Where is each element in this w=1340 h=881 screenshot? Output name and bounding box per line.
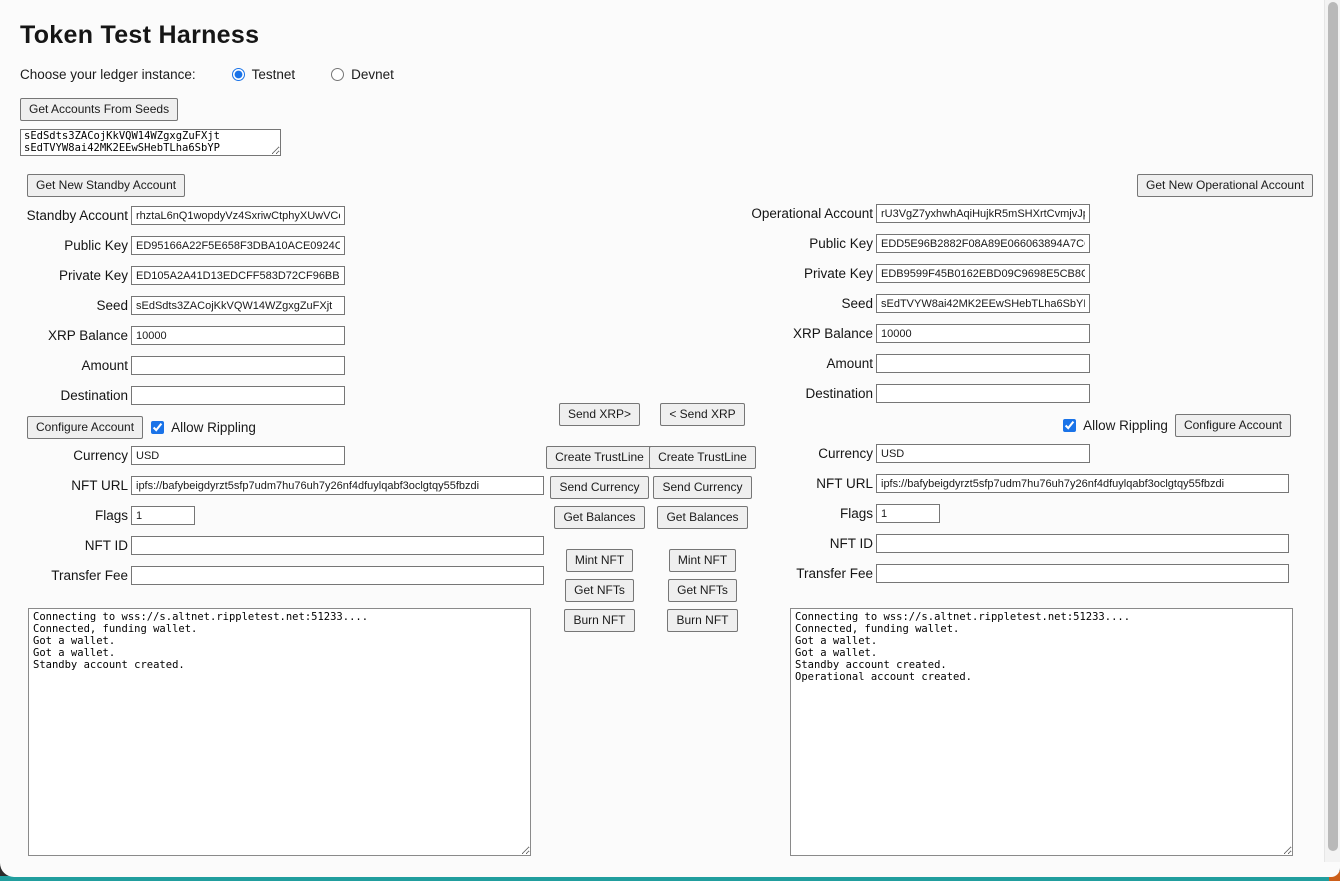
operational-flags-row	[690, 504, 1291, 523]
testnet-radio-label: Testnet	[251, 67, 296, 82]
standby-nft-id-input[interactable]	[131, 536, 544, 555]
standby-flags-input[interactable]	[131, 506, 195, 525]
operational-nft-id-label: NFT ID	[829, 536, 873, 551]
operational-mint-nft-button[interactable]: Mint NFT	[669, 549, 736, 572]
testnet-radio[interactable]	[232, 68, 245, 81]
standby-transfer-fee-row	[0, 566, 560, 585]
standby-destination-label: Destination	[60, 388, 128, 403]
operational-seed-label: Seed	[841, 296, 873, 311]
operational-nft-url-input[interactable]	[876, 474, 1289, 493]
standby-get-nfts-button[interactable]: Get NFTs	[565, 579, 634, 602]
operational-transfer-fee-label: Transfer Fee	[796, 566, 873, 581]
operational-burn-nft-button[interactable]: Burn NFT	[667, 609, 737, 632]
standby-configure-row	[27, 416, 560, 438]
standby-transfer-fee-label: Transfer Fee	[51, 568, 128, 583]
ledger-instance-row	[20, 67, 430, 82]
operational-get-balances-button[interactable]: Get Balances	[657, 506, 747, 529]
testnet-radio-option[interactable]	[232, 67, 296, 82]
devnet-radio[interactable]	[331, 68, 344, 81]
standby-create-trustline-button[interactable]: Create TrustLine	[546, 446, 653, 469]
standby-mint-nft-button[interactable]: Mint NFT	[566, 549, 633, 572]
operational-transfer-fee-row	[690, 564, 1291, 583]
operational-send-currency-button[interactable]: Send Currency	[653, 476, 751, 499]
operational-currency-label: Currency	[818, 446, 873, 461]
standby-currency-input[interactable]	[131, 446, 345, 465]
get-new-standby-account-button[interactable]: Get New Standby Account	[27, 174, 185, 197]
standby-xrp-balance-input[interactable]	[131, 326, 345, 345]
standby-burn-nft-button[interactable]: Burn NFT	[564, 609, 634, 632]
standby-nft-id-label: NFT ID	[84, 538, 128, 553]
standby-seed-input[interactable]	[131, 296, 345, 315]
standby-private-key-label: Private Key	[58, 268, 128, 283]
operational-account-row	[690, 204, 1291, 223]
operational-flags-label: Flags	[839, 506, 873, 521]
operational-actions-column	[654, 403, 751, 632]
operational-nft-id-input[interactable]	[876, 534, 1289, 553]
standby-get-balances-button[interactable]: Get Balances	[554, 506, 644, 529]
standby-xrp-balance-row	[0, 326, 560, 345]
standby-public-key-label: Public Key	[64, 238, 128, 253]
operational-amount-row	[690, 354, 1291, 373]
standby-seed-row	[0, 296, 560, 315]
standby-nft-url-label: NFT URL	[71, 478, 128, 493]
standby-amount-row	[0, 356, 560, 375]
get-new-operational-account-button[interactable]: Get New Operational Account	[1137, 174, 1313, 197]
standby-seed-label: Seed	[96, 298, 128, 313]
standby-destination-input[interactable]	[131, 386, 345, 405]
operational-destination-row	[690, 384, 1291, 403]
operational-public-key-input[interactable]	[876, 234, 1090, 253]
operational-nft-url-row	[690, 474, 1291, 493]
operational-account-label: Operational Account	[751, 206, 873, 221]
standby-account-row	[0, 206, 560, 225]
devnet-radio-option[interactable]	[331, 67, 394, 82]
standby-account-label: Standby Account	[26, 208, 128, 223]
operational-public-key-row	[690, 234, 1291, 253]
standby-actions-column	[551, 403, 648, 632]
operational-flags-input[interactable]	[876, 504, 940, 523]
standby-transfer-fee-input[interactable]	[131, 566, 544, 585]
operational-destination-label: Destination	[805, 386, 873, 401]
standby-allow-rippling-label: Allow Rippling	[171, 419, 256, 435]
page-header	[20, 0, 430, 156]
get-accounts-from-seeds-button[interactable]: Get Accounts From Seeds	[20, 98, 178, 121]
operational-currency-input[interactable]	[876, 444, 1090, 463]
standby-public-key-row	[0, 236, 560, 255]
standby-public-key-input[interactable]	[131, 236, 345, 255]
operational-public-key-label: Public Key	[809, 236, 873, 251]
standby-send-xrp-button[interactable]: Send XRP>	[559, 403, 640, 426]
standby-currency-row	[0, 446, 560, 465]
operational-configure-account-button[interactable]: Configure Account	[1175, 414, 1291, 437]
vertical-scrollbar-thumb[interactable]	[1328, 2, 1338, 851]
operational-allow-rippling-label: Allow Rippling	[1083, 417, 1168, 433]
operational-create-trustline-button[interactable]: Create TrustLine	[649, 446, 756, 469]
operational-xrp-balance-input[interactable]	[876, 324, 1090, 343]
standby-amount-input[interactable]	[131, 356, 345, 375]
devnet-radio-label: Devnet	[351, 67, 394, 82]
seeds-textarea[interactable]	[20, 129, 281, 156]
operational-amount-label: Amount	[826, 356, 873, 371]
standby-private-key-input[interactable]	[131, 266, 345, 285]
standby-flags-row	[0, 506, 560, 525]
ledger-instance-prompt: Choose your ledger instance:	[20, 67, 196, 82]
standby-configure-account-button[interactable]: Configure Account	[27, 416, 143, 439]
operational-account-section	[690, 204, 1291, 594]
standby-currency-label: Currency	[73, 448, 128, 463]
operational-currency-row	[690, 444, 1291, 463]
operational-destination-input[interactable]	[876, 384, 1090, 403]
operational-configure-row	[690, 414, 1291, 436]
standby-flags-label: Flags	[94, 508, 128, 523]
standby-results-log[interactable]	[28, 608, 531, 856]
operational-get-nfts-button[interactable]: Get NFTs	[668, 579, 737, 602]
operational-allow-rippling-checkbox[interactable]	[1063, 419, 1076, 432]
standby-xrp-balance-label: XRP Balance	[47, 328, 128, 343]
operational-seed-row	[690, 294, 1291, 313]
standby-private-key-row	[0, 266, 560, 285]
page-title: Token Test Harness	[20, 21, 260, 49]
standby-allow-rippling-checkbox[interactable]	[151, 421, 164, 434]
operational-nft-url-label: NFT URL	[816, 476, 873, 491]
standby-nft-url-input[interactable]	[131, 476, 544, 495]
standby-nft-url-row	[0, 476, 560, 495]
operational-results-log[interactable]	[790, 608, 1293, 856]
operational-nft-id-row	[690, 534, 1291, 553]
operational-amount-input[interactable]	[876, 354, 1090, 373]
standby-send-currency-button[interactable]: Send Currency	[550, 476, 648, 499]
operational-private-key-input[interactable]	[876, 264, 1090, 283]
operational-xrp-balance-row	[690, 324, 1291, 343]
standby-amount-label: Amount	[81, 358, 128, 373]
vertical-scrollbar-track[interactable]	[1324, 0, 1340, 862]
operational-send-xrp-button[interactable]: < Send XRP	[660, 403, 744, 426]
operational-transfer-fee-input[interactable]	[876, 564, 1289, 583]
standby-nft-id-row	[0, 536, 560, 555]
standby-destination-row	[0, 386, 560, 405]
standby-account-input[interactable]	[131, 206, 345, 225]
operational-private-key-label: Private Key	[803, 266, 873, 281]
operational-xrp-balance-label: XRP Balance	[792, 326, 873, 341]
operational-account-input[interactable]	[876, 204, 1090, 223]
operational-seed-input[interactable]	[876, 294, 1090, 313]
standby-account-section	[0, 174, 560, 596]
operational-private-key-row	[690, 264, 1291, 283]
